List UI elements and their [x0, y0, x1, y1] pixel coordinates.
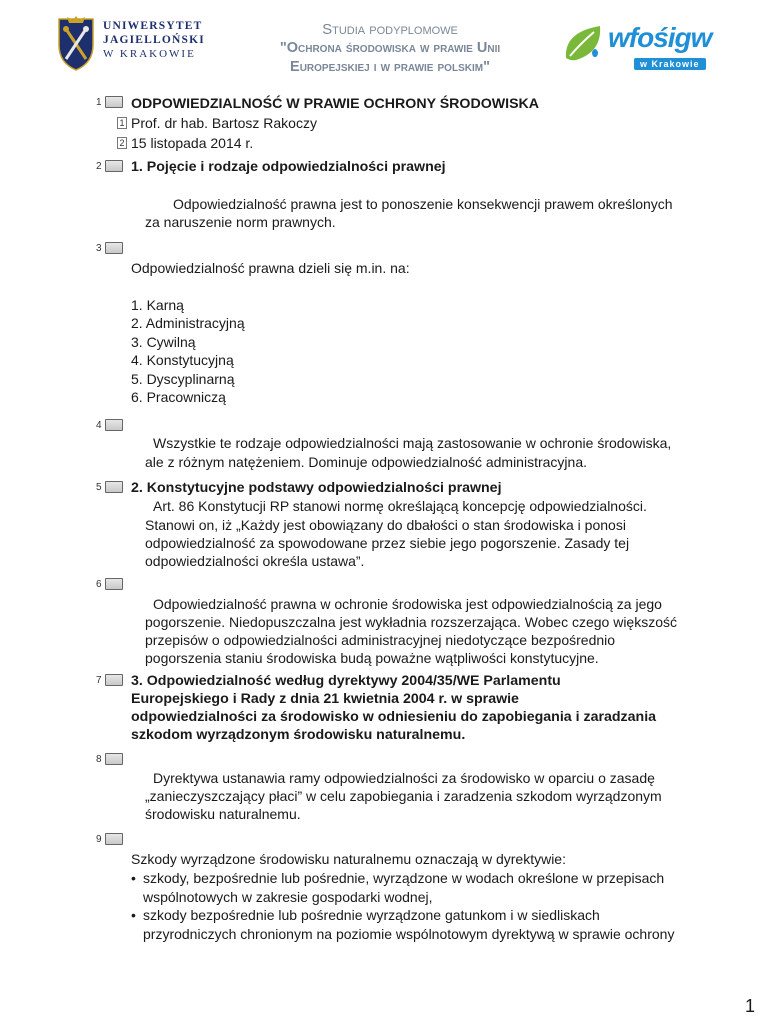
studies-subtitle-line1: "Ochrona środowiska w prawie Unii — [279, 40, 501, 56]
studies-subtitle-line2: Europejskiej i w prawie polskim" — [290, 59, 490, 75]
sub-number: 2 — [117, 137, 127, 149]
paragraph-line: odpowiedzialności określa ustawa”. — [145, 553, 365, 569]
page-number: 1 — [745, 996, 756, 1016]
slide-number: 1 — [96, 96, 102, 108]
paragraph-line: Dyrektywa ustanawia ramy odpowiedzialności za środowisko w oparciu o zasadę — [153, 770, 655, 786]
paragraph-line: Wszystkie te rodzaje odpowiedzialności mają zastosowanie w ochronie środowiska, — [153, 435, 672, 451]
slide-heading: 2. Konstytucyjne podstawy odpowiedzialności prawnej — [131, 480, 502, 496]
paragraph-line: za naruszenie norm prawnych. — [145, 214, 336, 230]
paragraph-line: Odpowiedzialność prawna jest to ponoszenie konsekwencji prawem określonych — [173, 196, 673, 212]
university-name-line3: W KRAKOWIE — [103, 48, 196, 60]
slide-thumbnail-icon — [105, 481, 123, 493]
sub-number: 1 — [117, 117, 127, 129]
list-item-line: wspólnotowych w zakresie gospodarki wodnej, — [143, 888, 433, 905]
slide-thumbnail-icon — [105, 753, 123, 765]
slide-thumbnail-icon — [105, 96, 123, 108]
slide-thumbnail-icon — [105, 578, 123, 590]
slide-heading: szkodom wyrządzonym środowisku naturalnemu. — [131, 727, 466, 743]
list-item — [131, 869, 674, 906]
slide-marker — [96, 160, 123, 172]
list-item — [131, 906, 674, 943]
leaf-icon — [562, 22, 606, 66]
paragraph-line: „zanieczyszczający płaci” w celu zapobiegania i zaradzenia szkodom wyrządzonym — [145, 788, 662, 804]
slide-number: 3 — [96, 242, 102, 254]
slide-heading: 3. Odpowiedzialność według dyrektywy 2004/35/WE Parlamentu — [131, 673, 561, 689]
slide-marker — [96, 481, 123, 493]
slide-marker — [96, 419, 123, 431]
slide-number: 8 — [96, 753, 102, 765]
list-item-line: szkody bezpośrednie lub pośrednie wyrządzone gatunkom i w siedliskach — [143, 907, 600, 923]
slide-marker — [96, 753, 123, 765]
slide-marker — [96, 674, 123, 686]
slide-number: 4 — [96, 419, 102, 431]
partner-city: w Krakowie — [634, 58, 706, 70]
list-item-line: przyrodniczych chronionym na poziomie wspólnotowym dyrektywą w sprawie ochrony — [143, 925, 675, 942]
paragraph-line: Stanowi on, iż „Każdy jest obowiązany do dbałości o stan środowiska i ponosi — [145, 517, 626, 533]
list-item-line: szkody, bezpośrednie lub pośrednie, wyrządzone w wodach określone w przepisach — [143, 870, 665, 886]
document-header — [0, 0, 768, 90]
slide-number: 6 — [96, 578, 102, 590]
date: 15 listopada 2014 r. — [131, 135, 254, 151]
slide-heading: ODPOWIEDZIALNOŚĆ W PRAWIE OCHRONY ŚRODOWISKA — [131, 96, 540, 112]
bullet-list — [131, 869, 674, 943]
partner-logo — [560, 18, 732, 78]
slide-number: 7 — [96, 674, 102, 686]
slide-number: 9 — [96, 833, 102, 845]
partner-name: wfośigw — [608, 22, 712, 53]
paragraph-line: Odpowiedzialność prawna w ochronie środowiska jest odpowiedzialnością za jego — [153, 596, 662, 612]
slide-marker — [96, 833, 123, 845]
slide-thumbnail-icon — [105, 160, 123, 172]
paragraph-line: przepisów o odpowiedzialności administracyjnej niedotyczące bezpośrednio — [145, 632, 616, 648]
paragraph-line: odpowiedzialność za spowodowane przez siebie jego pogorszenie. Zasady tej — [145, 535, 630, 551]
university-crest-icon — [57, 15, 95, 71]
university-name-line2: JAGIELLOŃSKI — [103, 34, 205, 46]
university-logo — [57, 15, 205, 77]
list-item: 6. Pracowniczą — [131, 389, 226, 405]
studies-title-block — [230, 20, 550, 77]
slide-thumbnail-icon — [105, 674, 123, 686]
slide-marker — [96, 242, 123, 254]
list-item: 2. Administracyjną — [131, 315, 245, 331]
slide-number: 2 — [96, 160, 102, 172]
slide-thumbnail-icon — [105, 833, 123, 845]
paragraph-line: Art. 86 Konstytucji RP stanowi normę określającą koncepcję odpowiedzialności. — [153, 498, 647, 514]
paragraph-line: Odpowiedzialność prawna dzieli się m.in. na: — [131, 260, 410, 276]
paragraph-line: ale z różnym natężeniem. Dominuje odpowiedzialność administracyjna. — [145, 454, 587, 470]
slide-number: 5 — [96, 481, 102, 493]
studies-title: Studia podyplomowe — [322, 21, 458, 38]
slide-thumbnail-icon — [105, 419, 123, 431]
author: Prof. dr hab. Bartosz Rakoczy — [131, 115, 317, 131]
slide-marker — [96, 578, 123, 590]
slide-marker — [96, 96, 123, 108]
paragraph-line: pogorszenie. Niedopuszczalna jest wykładnia rozszerzająca. Wobec czego większość — [145, 614, 677, 630]
slide-thumbnail-icon — [105, 242, 123, 254]
paragraph-line: pogorszenia staniu środowiska budą poważne wątpliwości konstytucyjne. — [145, 650, 599, 666]
list-item: 1. Karną — [131, 297, 184, 313]
university-name-line1: UNIWERSYTET — [103, 20, 203, 32]
slide-heading: odpowiedzialności za środowisko w odniesieniu do zapobiegania i zaradzania — [131, 709, 657, 725]
list-item: 5. Dyscyplinarną — [131, 371, 235, 387]
slide-heading: 1. Pojęcie i rodzaje odpowiedzialności prawnej — [131, 159, 446, 175]
paragraph-line: Szkody wyrządzone środowisku naturalnemu oznaczają w dyrektywie: — [131, 851, 566, 867]
list-item: 4. Konstytucyjną — [131, 352, 234, 368]
paragraph-line: środowisku naturalnemu. — [145, 806, 301, 822]
slide-heading: Europejskiego i Rady z dnia 21 kwietnia 2004 r. w sprawie — [131, 691, 519, 707]
list-item: 3. Cywilną — [131, 334, 196, 350]
